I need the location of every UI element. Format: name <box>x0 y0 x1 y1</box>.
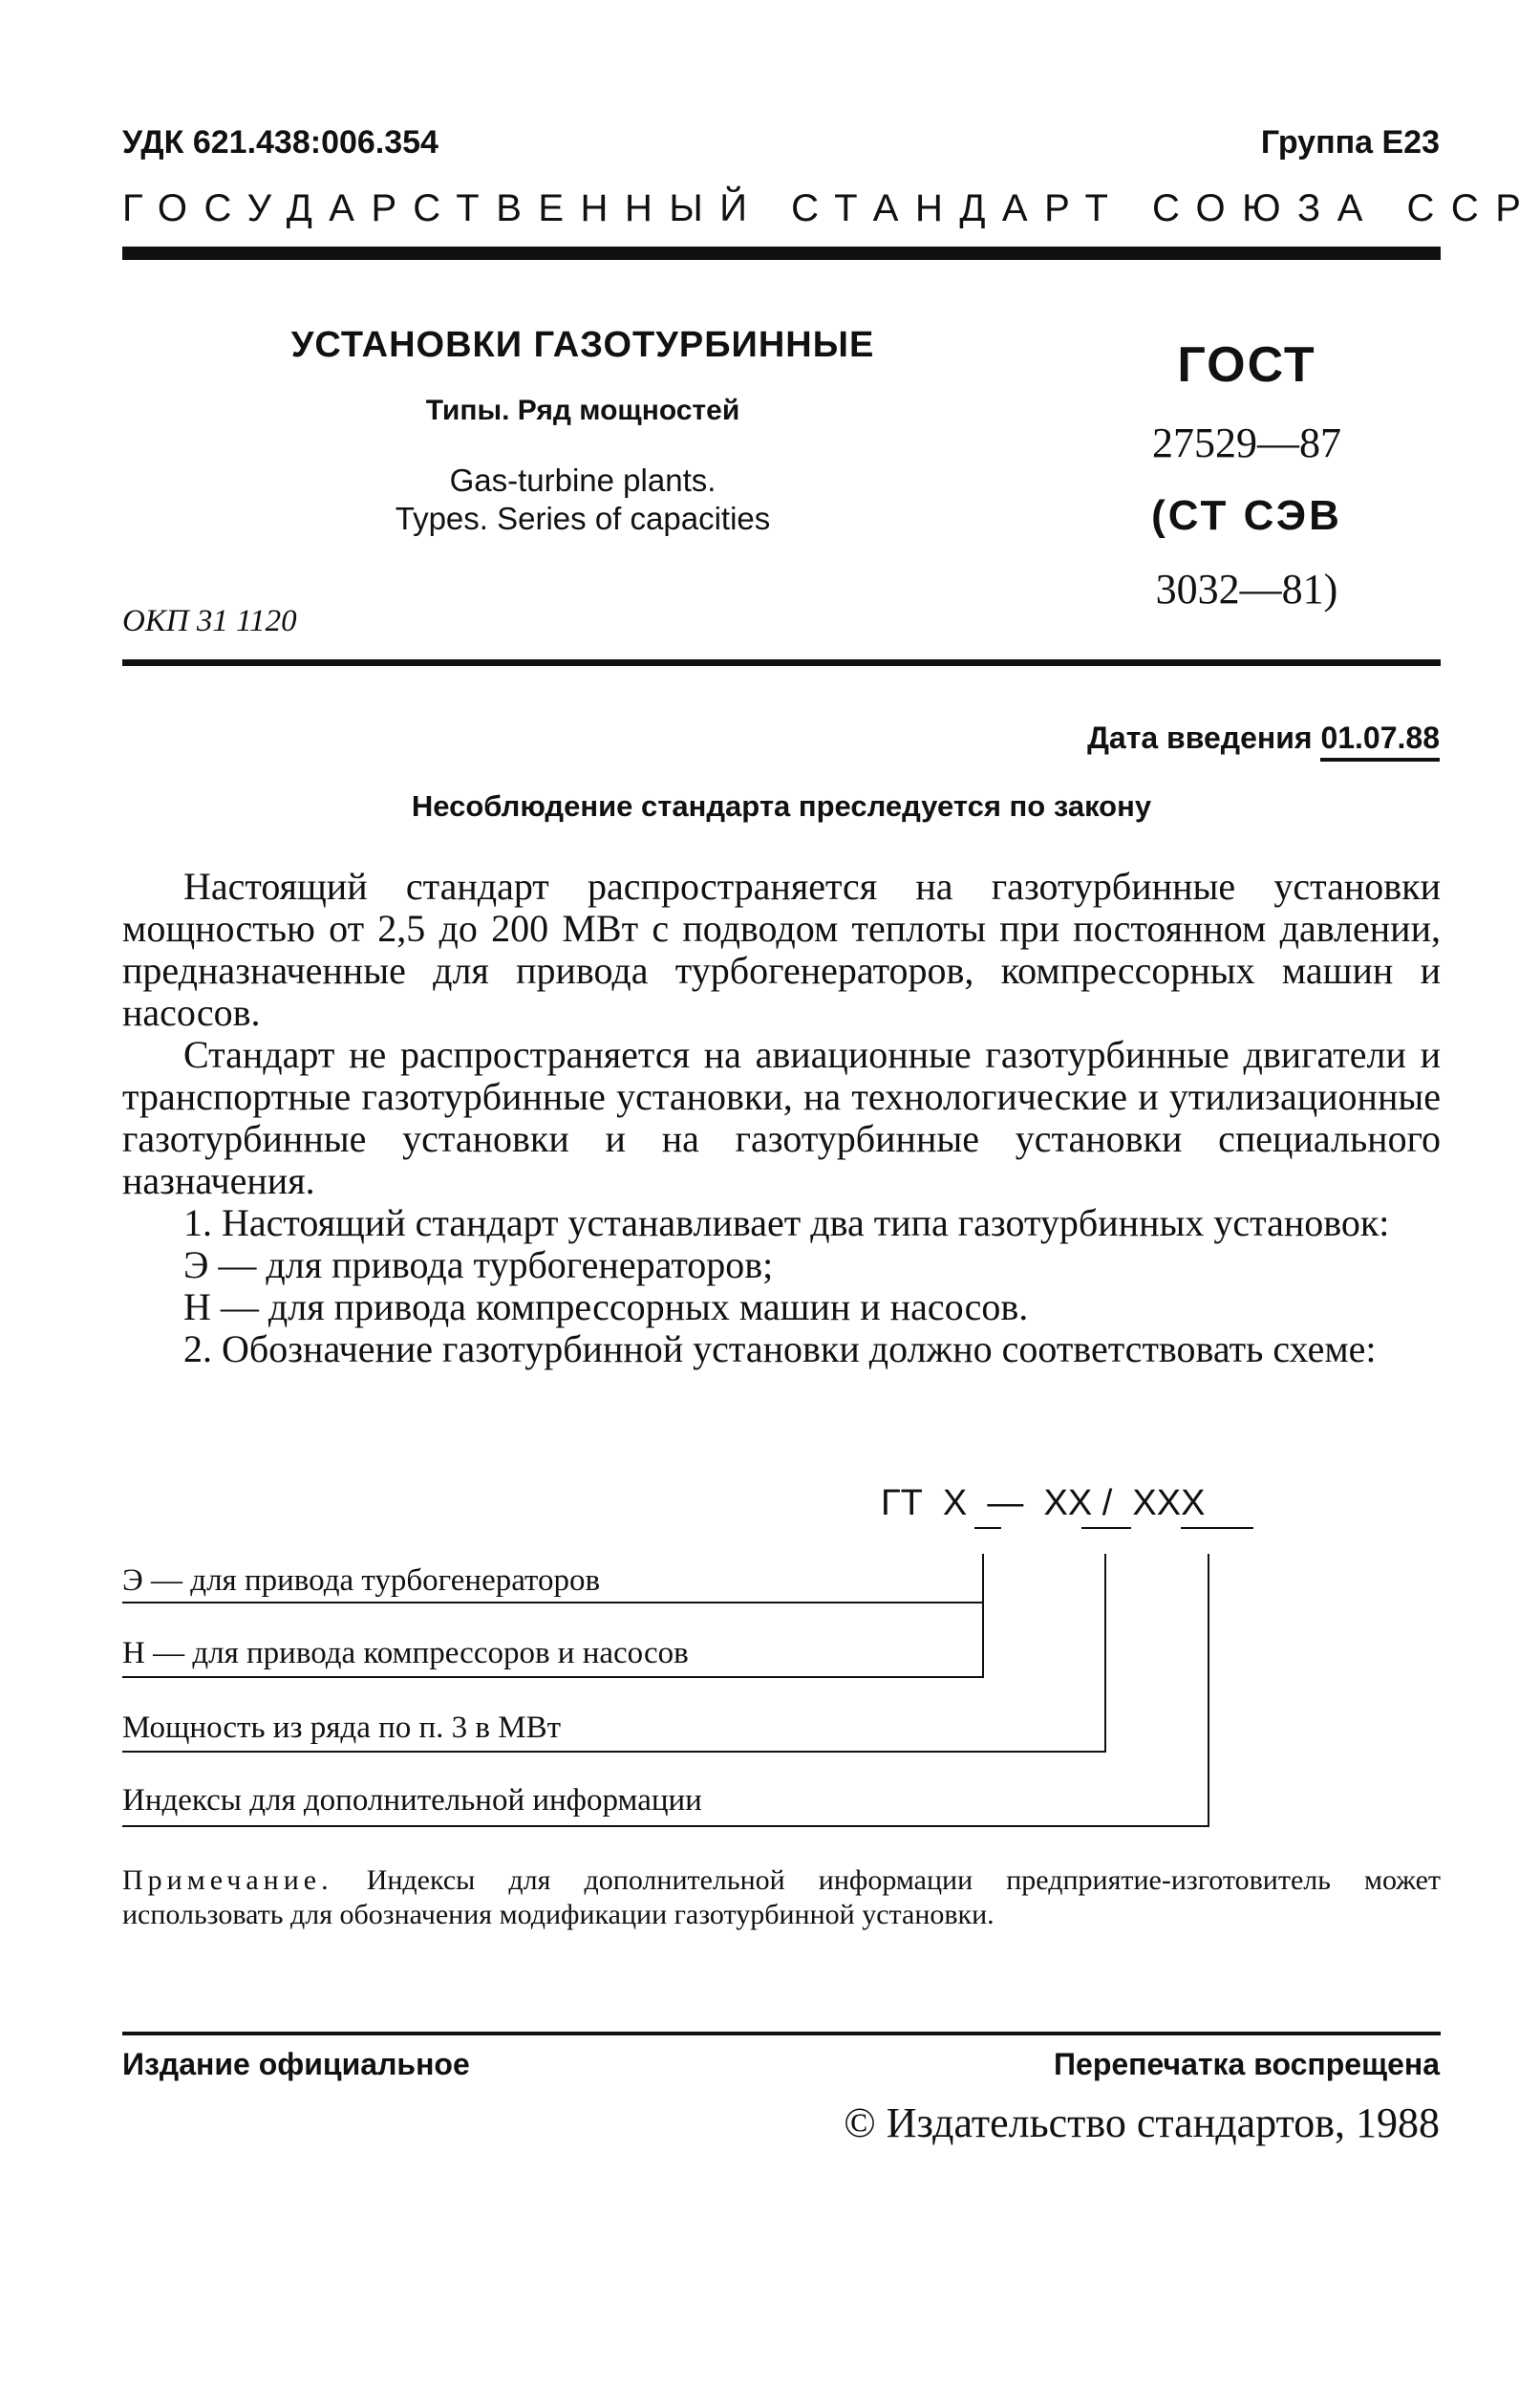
reprint-notice: Перепечатка воспрещена <box>1054 2047 1440 2081</box>
scheme-row-n: Н — для привода компрессоров и насосов <box>122 1636 689 1670</box>
title-divider <box>122 659 1441 666</box>
intro-date <box>1087 721 1440 762</box>
scheme-row-power: Мощность из ряда по п. 3 в МВт <box>122 1711 562 1745</box>
st-sev-number: 3032—81) <box>1155 566 1338 613</box>
paragraph-type-e: Э — для привода турбогенераторов; <box>183 1243 774 1286</box>
paragraph-scope: Настоящий стандарт распространяется на газотурбинные установки мощностью от 2,5 до 200 МВт с подводом теплоты при постоянном давлении, предназначенные для привода турбогенераторов, компрессорных машин и насосов. <box>122 865 1441 1034</box>
document-title: УСТАНОВКИ ГАЗОТУРБИННЫЕ <box>290 325 875 365</box>
gost-block <box>1137 336 1357 613</box>
paragraph-exclusions: Стандарт не распространяется на авиационные газотурбинные двигатели и транспортные газотурбинные установки, на технологические и утилизационные газотурбинные установки и на газотурбинные установки специального назначения. <box>122 1033 1441 1202</box>
gost-label: ГОСТ <box>1177 337 1316 393</box>
gost-number: 27529—87 <box>1152 420 1341 466</box>
edition-label: Издание официальное <box>122 2047 470 2081</box>
note-label: Примечание. <box>122 1864 333 1896</box>
scheme-row-indices: Индексы для дополнительной информации <box>122 1783 702 1818</box>
note-text: Индексы для дополнительной информации предприятие-изготовитель может использовать для обозначения модификации газотурбинной установки. <box>122 1864 1441 1930</box>
top-divider <box>122 247 1441 260</box>
formula-underline-xx <box>1081 1527 1131 1529</box>
scheme-line-e <box>122 1602 982 1603</box>
formula-underline-x <box>974 1527 1001 1529</box>
st-sev-label: (СТ СЭВ <box>1151 492 1342 539</box>
paragraph-clause-2: 2. Обозначение газотурбинной установки должно соответствовать схеме: <box>183 1327 1377 1370</box>
note <box>122 1863 1441 1932</box>
paragraph-type-n: Н — для привода компрессорных машин и насосов. <box>183 1285 1029 1328</box>
english-title <box>277 462 888 538</box>
designation-formula: ГТ X — XX / XXX <box>881 1483 1206 1523</box>
scheme-connector-xxx <box>1208 1554 1209 1827</box>
body-text <box>122 866 1441 1370</box>
paragraph-clause-1: 1. Настоящий стандарт устанавливает два типа газотурбинных установок: <box>183 1201 1390 1244</box>
scheme-connector-x <box>982 1554 984 1678</box>
udk-code: УДК 621.438:006.354 <box>122 124 438 161</box>
scheme-line-indices <box>122 1825 1209 1827</box>
intro-date-value: 01.07.88 <box>1320 721 1440 762</box>
formula-underline-xxx <box>1181 1527 1253 1529</box>
scheme-line-power <box>122 1751 1106 1753</box>
group-code: Группа Е23 <box>1260 124 1440 161</box>
intro-date-label: Дата введения <box>1087 721 1313 755</box>
noncompliance-notice: Несоблюдение стандарта преследуется по закону <box>411 789 1152 823</box>
english-title-line-2: Types. Series of capacities <box>395 501 771 536</box>
english-title-line-1: Gas-turbine plants. <box>449 463 717 498</box>
state-standard-heading: ГОСУДАРСТВЕННЫЙ СТАНДАРТ СОЮЗА ССР <box>122 187 1538 229</box>
scheme-row-e: Э — для привода турбогенераторов <box>122 1563 601 1598</box>
okp-code: ОКП 31 1120 <box>122 604 297 638</box>
scheme-connector-xx <box>1104 1554 1106 1753</box>
document-subtitle: Типы. Ряд мощностей <box>425 395 740 426</box>
copyright: © Издательство стандартов, 1988 <box>844 2099 1440 2146</box>
title-block <box>277 325 888 538</box>
scheme-line-n <box>122 1676 982 1678</box>
footer-divider <box>122 2032 1441 2035</box>
